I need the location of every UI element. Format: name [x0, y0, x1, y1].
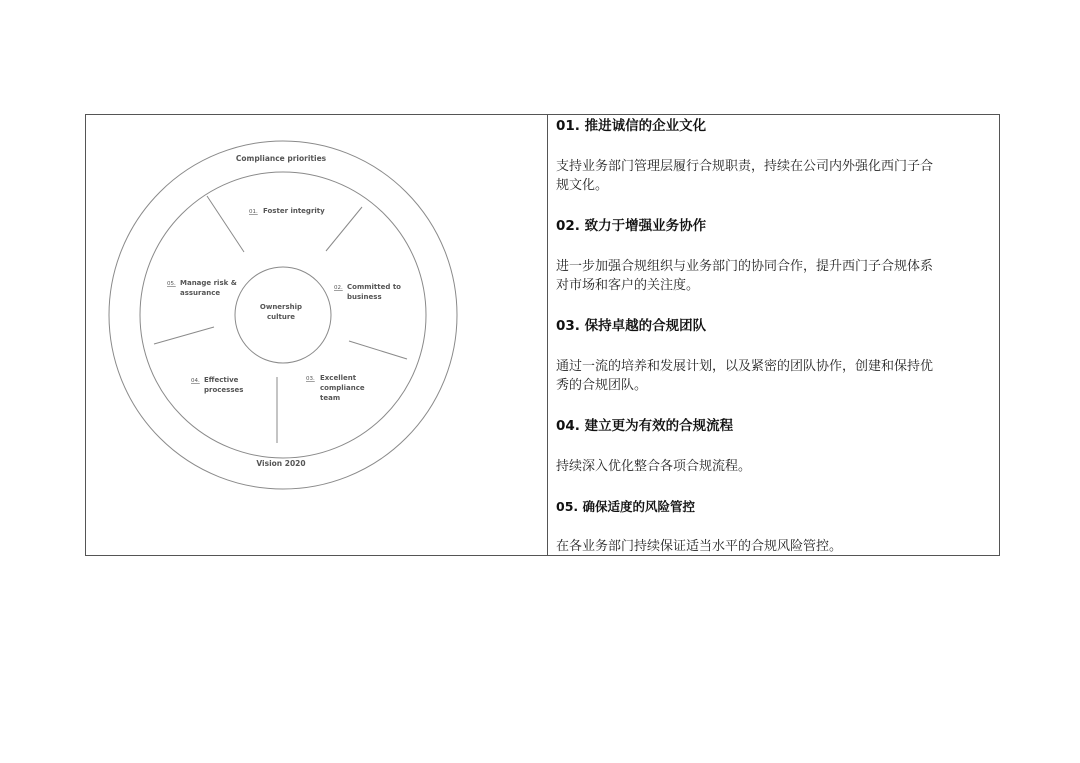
- priority-body: 持续深入优化整合各项合规流程。: [556, 459, 752, 474]
- priority-title: 05. 确保适度的风险管控: [556, 499, 695, 514]
- segment-effective-processes: [191, 376, 243, 394]
- segment-label: team: [320, 394, 341, 402]
- diagram-cell: [86, 115, 548, 555]
- priority-body: 规文化。: [556, 178, 609, 193]
- ring-label-bottom: Vision 2020: [256, 459, 306, 468]
- segment-excellent-compliance-team: [306, 374, 365, 402]
- segment-number: 04.: [191, 378, 200, 384]
- priority-title: 04. 建立更为有效的合规流程: [556, 418, 734, 434]
- segment-label: compliance: [320, 384, 365, 392]
- spoke-line: [207, 196, 244, 252]
- priority-item: [556, 417, 993, 476]
- segment-manage-risk-assurance: [167, 279, 237, 297]
- priority-item: [556, 497, 993, 556]
- spoke-line: [154, 327, 214, 344]
- priority-body: 进一步加强合规组织与业务部门的协同合作，提升西门子合规体系: [556, 259, 934, 274]
- segment-label: business: [347, 293, 382, 301]
- priority-item: [556, 217, 993, 295]
- priority-item: [556, 317, 993, 395]
- spoke-line: [349, 341, 407, 359]
- compliance-priorities-diagram: [86, 115, 548, 557]
- center-label: culture: [266, 313, 296, 321]
- priority-body: 支持业务部门管理层履行合规职责，持续在公司内外强化西门子合: [556, 159, 934, 174]
- priorities-cell: [548, 115, 999, 555]
- segment-committed-to-business: [334, 283, 401, 301]
- segment-number: 03.: [306, 376, 315, 382]
- priority-body: 对市场和客户的关注度。: [556, 278, 700, 293]
- priority-body: 在各业务部门持续保证适当水平的合规风险管控。: [556, 539, 843, 554]
- ring-label-top: Compliance priorities: [235, 154, 327, 163]
- document-table: [85, 114, 1000, 556]
- segment-number: 01.: [249, 209, 258, 215]
- segment-label: Effective: [204, 376, 239, 384]
- priority-title: 01. 推进诚信的企业文化: [556, 118, 707, 134]
- segment-label: Foster integrity: [263, 207, 325, 215]
- priority-body: 通过一流的培养和发展计划，以及紧密的团队协作，创建和保持优: [556, 359, 934, 374]
- priority-title: 02. 致力于增强业务协作: [556, 218, 707, 234]
- segment-label: Committed to: [347, 283, 401, 291]
- segment-number: 02.: [334, 285, 343, 291]
- segment-label: Manage risk &: [180, 279, 237, 287]
- spoke-line: [326, 207, 362, 251]
- segment-foster-integrity: [249, 207, 325, 215]
- center-label: Ownership: [259, 303, 303, 311]
- segment-label: processes: [204, 386, 244, 394]
- segment-label: Excellent: [320, 374, 357, 382]
- priority-title: 03. 保持卓越的合规团队: [556, 318, 707, 334]
- segment-label: assurance: [180, 289, 221, 297]
- priority-item: [556, 117, 993, 195]
- priority-body: 秀的合规团队。: [556, 378, 648, 393]
- segment-number: 05.: [167, 281, 176, 287]
